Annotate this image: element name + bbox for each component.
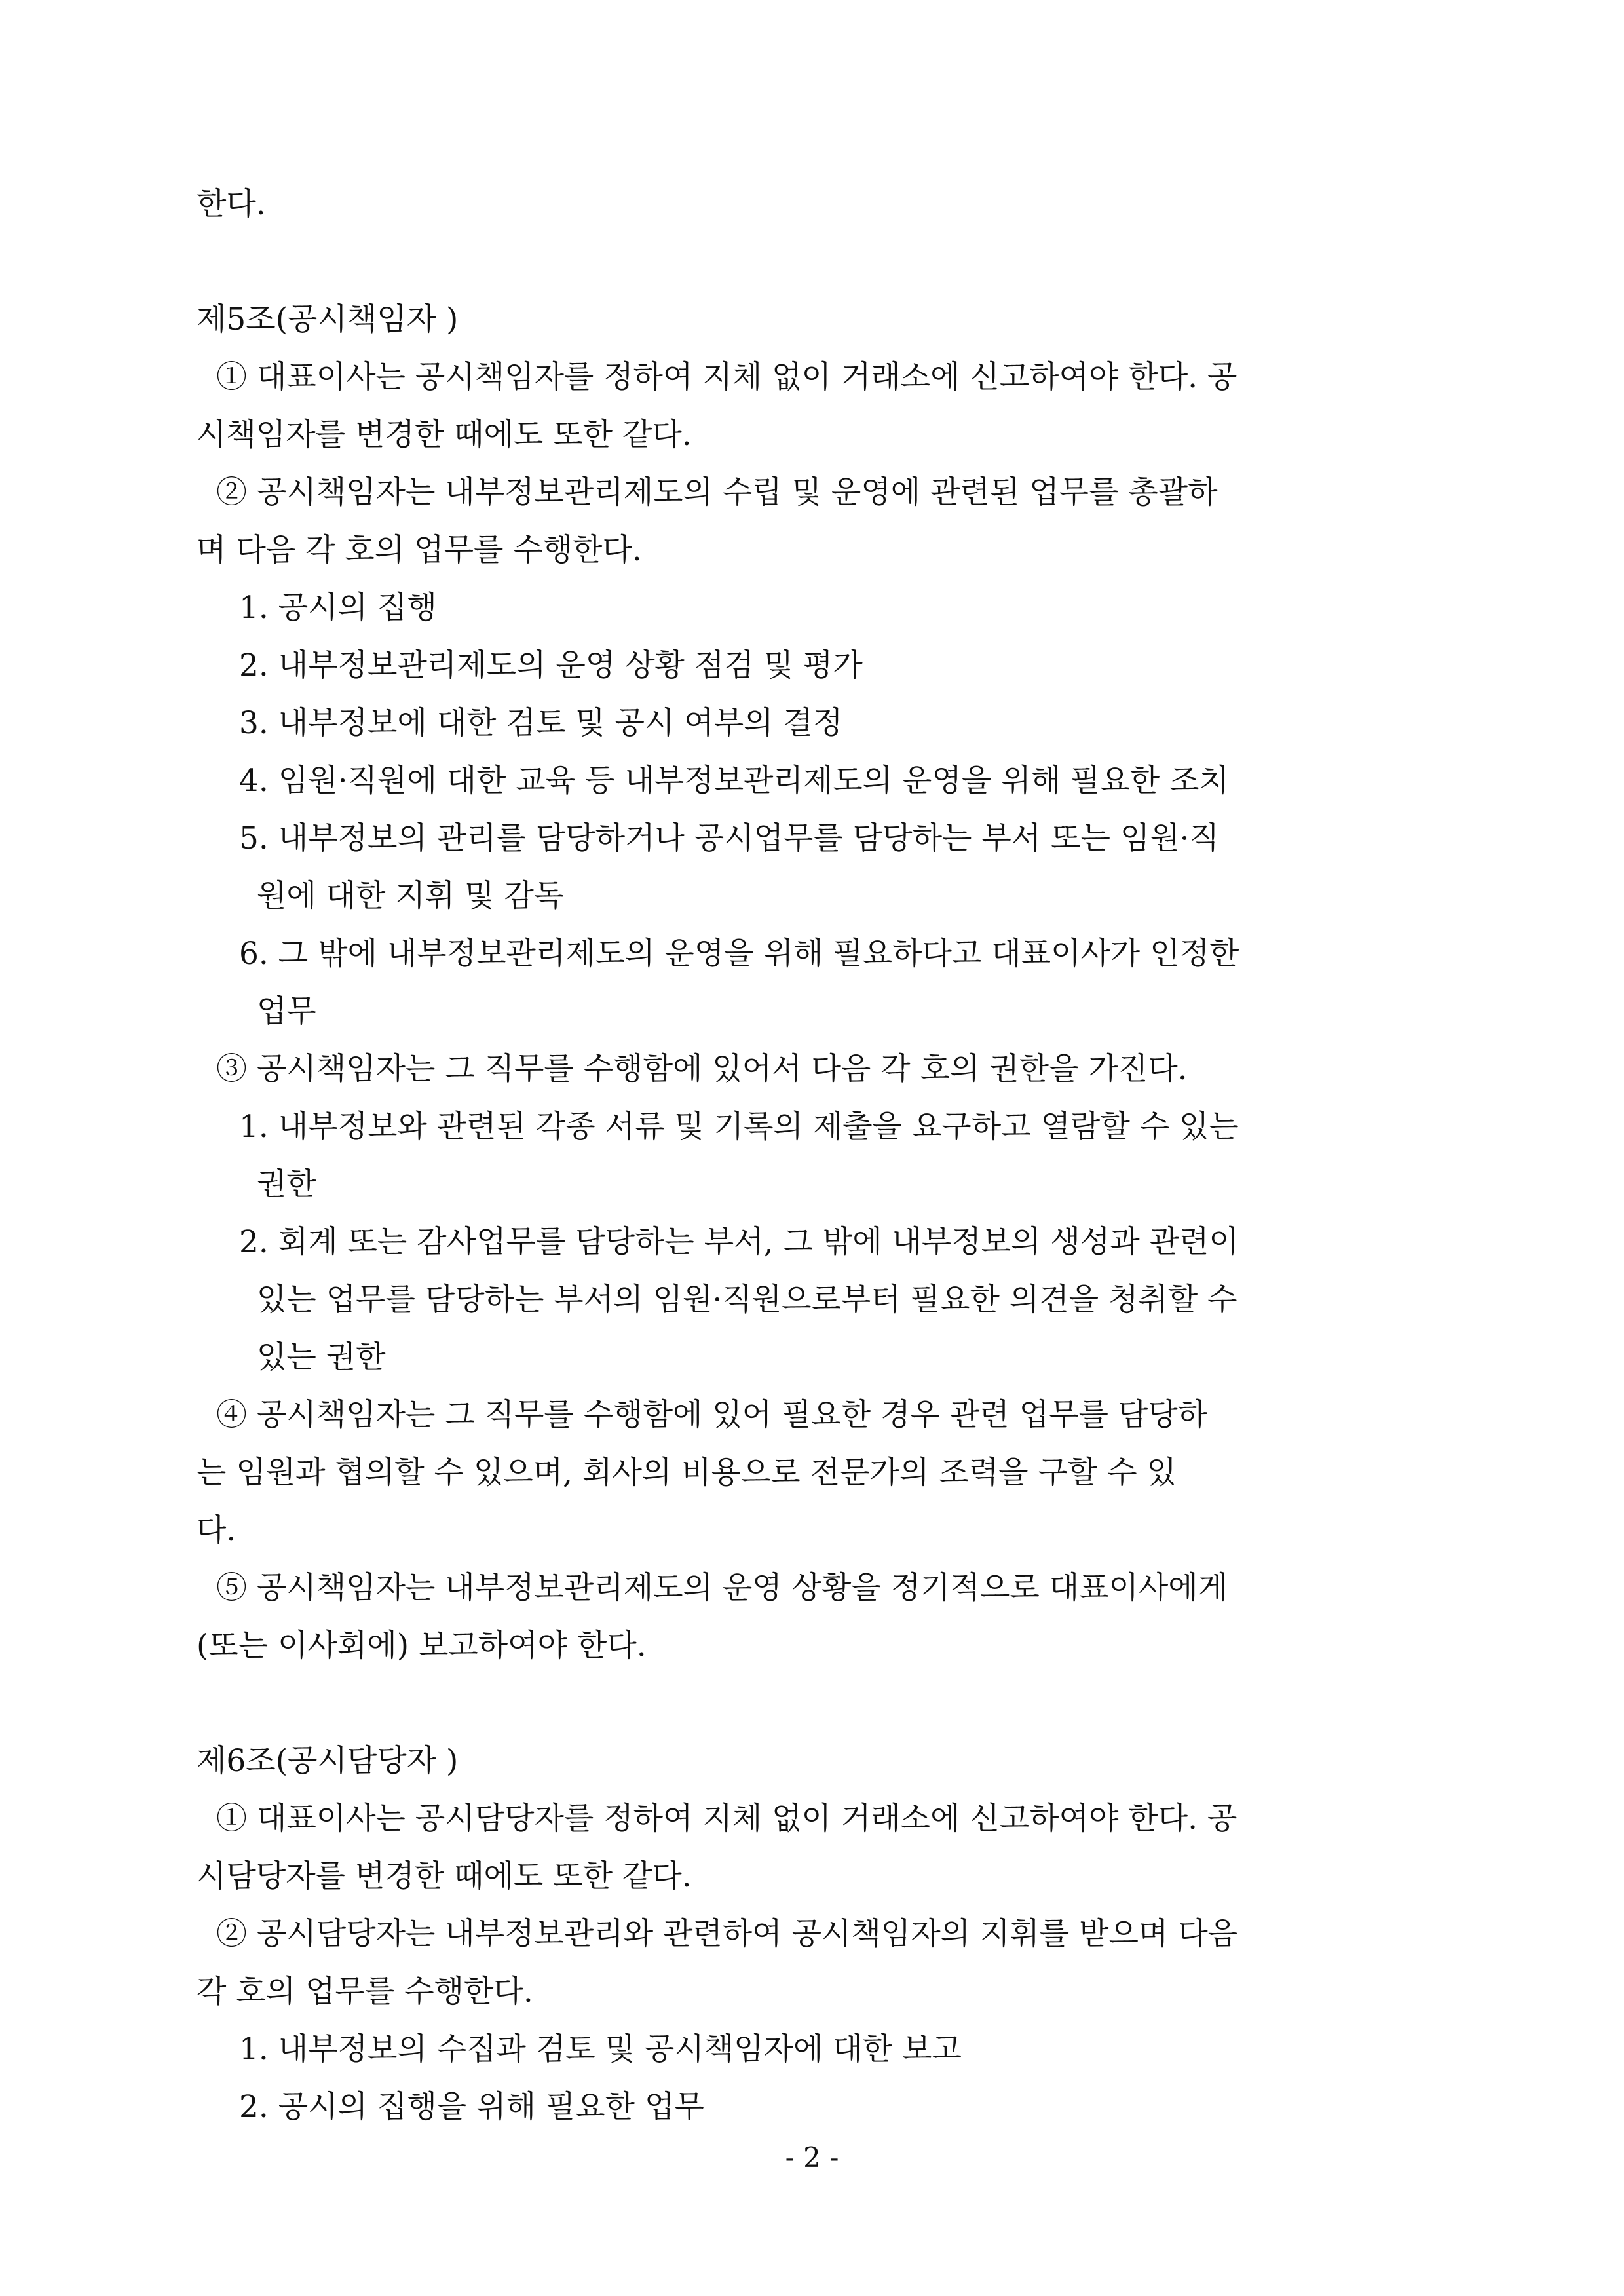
article-5-paragraph-2-item-5-line-2: 원에 대한 지휘 및 감독 [257, 878, 564, 914]
article-5-paragraph-2-item-1: 1. 공시의 집행 [239, 590, 437, 626]
article-5-title: 제5조(공시책임자 ) [197, 301, 459, 337]
article-5-paragraph-2-item-2: 2. 내부정보관리제도의 운영 상황 점검 및 평가 [239, 647, 863, 683]
article-5-paragraph-4-line-2: 는 임원과 협의할 수 있으며, 회사의 비용으로 전문가의 조력을 구할 수 있 [197, 1455, 1177, 1491]
intro-text: 한다. [197, 186, 266, 222]
article-6-paragraph-1-line-2: 시담당자를 변경한 때에도 또한 같다. [197, 1858, 692, 1894]
article-6-paragraph-2-line-2: 각 호의 업무를 수행한다. [197, 1974, 533, 2010]
article-5-paragraph-4-line-3: 다. [197, 1512, 236, 1548]
article-6-paragraph-2-item-1: 1. 내부정보의 수집과 검토 및 공시책임자에 대한 보고 [239, 2031, 962, 2067]
article-5-paragraph-2-line-1: ② 공시책임자는 내부정보관리제도의 수립 및 운영에 관련된 업무를 총괄하 [216, 474, 1218, 510]
article-5-paragraph-1-line-2: 시책임자를 변경한 때에도 또한 같다. [197, 417, 692, 453]
article-5-paragraph-3-item-1-line-1: 1. 내부정보와 관련된 각종 서류 및 기록의 제출을 요구하고 열람할 수 있는 [239, 1109, 1239, 1145]
article-6-paragraph-2-item-2: 2. 공시의 집행을 위해 필요한 업무 [239, 2089, 704, 2125]
article-5-paragraph-4-line-1: ④ 공시책임자는 그 직무를 수행함에 있어 필요한 경우 관련 업무를 담당하 [216, 1397, 1208, 1433]
article-5-paragraph-3: ③ 공시책임자는 그 직무를 수행함에 있어서 다음 각 호의 권한을 가진다. [216, 1051, 1188, 1087]
article-6-title: 제6조(공시담당자 ) [197, 1743, 459, 1779]
article-5-paragraph-2-item-4: 4. 임원·직원에 대한 교육 등 내부정보관리제도의 운영을 위해 필요한 조치 [239, 763, 1229, 799]
article-6-paragraph-2-line-1: ② 공시담당자는 내부정보관리와 관련하여 공시책임자의 지휘를 받으며 다음 [216, 1916, 1238, 1952]
article-5-paragraph-5-line-1: ⑤ 공시책임자는 내부정보관리제도의 운영 상황을 정기적으로 대표이사에게 [216, 1570, 1228, 1606]
article-5-paragraph-2-item-5-line-1: 5. 내부정보의 관리를 담당하거나 공시업무를 담당하는 부서 또는 임원·직 [239, 820, 1219, 856]
article-5-paragraph-3-item-2-line-3: 있는 권한 [257, 1339, 386, 1375]
article-5-paragraph-1-line-1: ① 대표이사는 공시책임자를 정하여 지체 없이 거래소에 신고하여야 한다. 공 [216, 359, 1237, 395]
article-5-paragraph-3-item-2-line-1: 2. 회계 또는 감사업무를 담당하는 부서, 그 밖에 내부정보의 생성과 관련이 [239, 1224, 1239, 1260]
page-number: - 2 - [785, 2141, 839, 2173]
article-6-paragraph-1-line-1: ① 대표이사는 공시담당자를 정하여 지체 없이 거래소에 신고하여야 한다. 공 [216, 1801, 1237, 1837]
article-5-paragraph-2-item-3: 3. 내부정보에 대한 검토 및 공시 여부의 결정 [239, 705, 843, 741]
article-5-paragraph-2-item-6-line-1: 6. 그 밖에 내부정보관리제도의 운영을 위해 필요하다고 대표이사가 인정한 [239, 936, 1239, 972]
article-5-paragraph-2-line-2: 며 다음 각 호의 업무를 수행한다. [197, 532, 642, 568]
article-5-paragraph-5-line-2: (또는 이사회에) 보고하여야 한다. [197, 1628, 647, 1664]
article-5-paragraph-3-item-1-line-2: 권한 [257, 1166, 316, 1202]
article-5-paragraph-2-item-6-line-2: 업무 [257, 993, 316, 1029]
article-5-paragraph-3-item-2-line-2: 있는 업무를 담당하는 부서의 임원·직원으로부터 필요한 의견을 청취할 수 [257, 1282, 1237, 1318]
document-body [197, 176, 1441, 2136]
